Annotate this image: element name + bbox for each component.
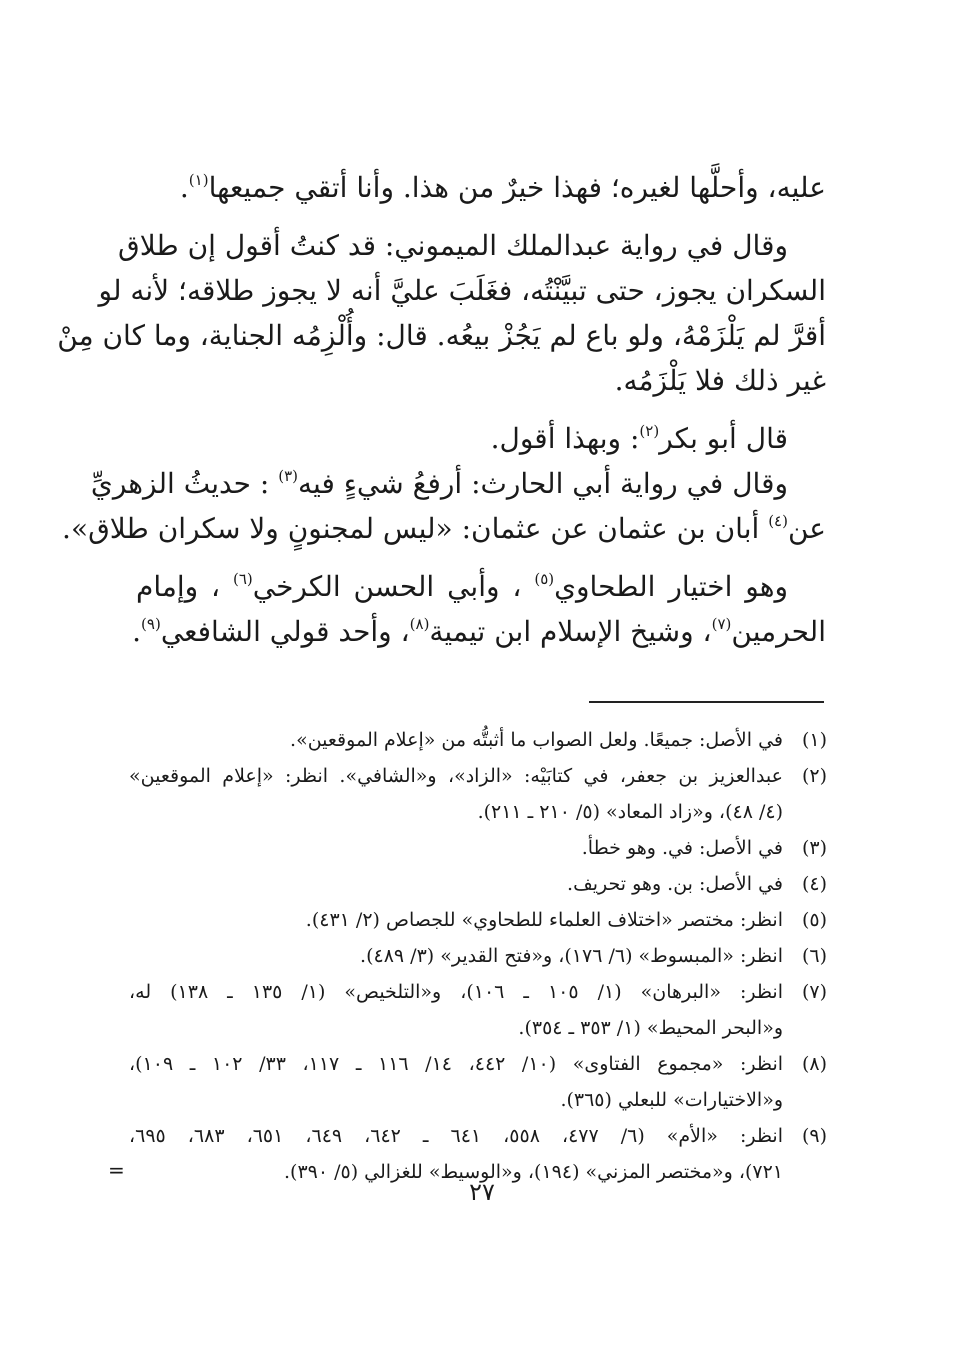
paragraph-5-line-1 — [136, 564, 826, 609]
footnote-line: و«البحر المحيط» (١/ ٣٥٣ ـ ٣٥٤). — [518, 1017, 783, 1039]
footnote-line: انظر: «المبسوط» (٦/ ١٧٦)، و«فتح القدير» (٣/ ٤٨٩). — [360, 945, 783, 967]
paragraph-2-line-2: السكران يجوز، حتى تبيَّنْتُه، فغَلَبَ عليَّ أنه لا يجوز طلاقه؛ لأنه لو — [98, 274, 826, 307]
paragraph-4-line-1 — [90, 461, 826, 506]
text-run: ، وشيخ الإسلام ابن تيمية — [429, 615, 712, 648]
paragraph-4-line-2 — [62, 506, 826, 551]
main-text — [57, 165, 826, 654]
page-number: ٢٧ — [469, 1178, 495, 1206]
paragraph-2-line-1: وقال في رواية عبدالملك الميموني: قد كنتُ أقول إن طلاق — [117, 229, 788, 262]
text-run: ، وإمام — [136, 570, 221, 603]
text-run: عن — [787, 512, 826, 545]
footnote-line: و«الاختيارات» للبعلي (٣٦٥). — [560, 1089, 783, 1111]
paragraph-2-line-4: غير ذلك فلا يَلْزَمُه. — [614, 364, 826, 397]
footnote-8 — [129, 1046, 829, 1118]
footnote-number: (٧) — [801, 981, 827, 1003]
paragraph-2-line-3: أقرَّ لم يَلْزَمْهُ، ولو باع لم يَجُزْ بيعُه. قال: وأُلْزِمُه الجناية، وما كان مِنْ — [57, 319, 826, 352]
footnote-number: (٣) — [801, 837, 827, 859]
footnote-line: انظر: مختصر «اختلاف العلماء للطحاوي» للجصاص (٢/ ٤٣١). — [305, 909, 783, 931]
text-run: وهو اختيار الطحاوي — [554, 570, 788, 603]
footnote-1 — [129, 722, 829, 758]
footnote-5 — [129, 902, 829, 938]
footnote-line: في الأصل: جميعًا. ولعل الصواب ما أثبتُّه من «إعلام الموقعين». — [290, 729, 783, 751]
footnote-ref: (١) — [188, 171, 209, 189]
footnotes — [129, 722, 829, 1190]
text-run: أبان بن عثمان عن عثمان: «ليس لمجنونٍ ولا سكران طلاق». — [62, 512, 769, 545]
text-run: الحرمين — [731, 615, 826, 648]
text-run: قال أبو بكر — [659, 422, 788, 455]
footnote-separator — [589, 701, 824, 703]
footnote-ref: (٩) — [141, 615, 161, 633]
footnote-3 — [129, 830, 829, 866]
footnote-line: انظر: «البرهان» (١/ ١٠٥ ـ ١٠٦)، و«التلخيص» (١/ ١٣٥ ـ ١٣٨) له، — [129, 981, 783, 1003]
footnote-line: عبدالعزيز بن جعفر، في كتابَيْه: «الزاد»، و«الشافي». انظر: «إعلام الموقعين» — [129, 765, 783, 787]
footnote-ref: (٥) — [534, 570, 555, 588]
footnote-number: (٤) — [801, 873, 827, 895]
footnote-ref: (٣) — [278, 467, 299, 485]
text-run: وقال في رواية أبي الحارث: أرفعُ شيءٍ فيه — [298, 467, 788, 500]
footnote-line: انظر: «مجموع الفتاوى» (١٠/ ٤٤٢، ١٤/ ١١٦ ـ ١١٧، ٣٣/ ١٠٢ ـ ١٠٩)، — [129, 1053, 784, 1075]
footnote-number: (٩) — [801, 1125, 827, 1147]
footnote-line: في الأصل: في. وهو خطأ. — [581, 837, 783, 859]
footnote-ref: (٤) — [768, 512, 788, 530]
footnote-number: (٢) — [801, 765, 827, 787]
footnote-7 — [129, 974, 829, 1046]
paragraph-5-line-2 — [132, 609, 826, 654]
footnote-line: ٧٢١)، و«مختصر المزني» (١٩٤)، و«الوسيط» للغزالي (٥/ ٣٩٠). — [283, 1161, 783, 1183]
footnote-2 — [129, 758, 829, 830]
text-run: ، وأبي الحسن الكرخي — [252, 570, 522, 603]
paragraph-1-line-1 — [136, 165, 826, 210]
text-run: عليه، وأحلَّها لغيره؛ فهذا خيرٌ من هذا. وأنا أتقي جميعها — [208, 171, 826, 204]
footnote-line: في الأصل: بن. وهو تحريف. — [567, 873, 783, 895]
footnote-6 — [129, 938, 829, 974]
footnote-ref: (٢) — [639, 422, 660, 440]
footnote-ref: (٧) — [711, 615, 732, 633]
text-run: : حديثُ الزهريِّ — [90, 467, 270, 500]
continuation-mark: = — [108, 1158, 125, 1182]
footnote-line: (٤/ ٤٨)، و«زاد المعاد» (٥/ ٢١٠ ـ ٢١١). — [477, 801, 783, 823]
footnote-ref: (٨) — [409, 615, 430, 633]
text-run: . — [132, 615, 142, 648]
footnote-number: (٥) — [801, 909, 827, 931]
footnote-number: (٨) — [801, 1053, 827, 1075]
text-run: ، وأحد قولي الشافعي — [160, 615, 410, 648]
footnote-line: انظر: «الأم» (٦/ ٤٧٧، ٥٥٨، ٦٤١ ـ ٦٤٢، ٦٤٩، ٦٥١، ٦٨٣، ٦٩٥، — [129, 1125, 783, 1147]
text-run: . — [179, 171, 189, 204]
footnote-4 — [129, 866, 829, 902]
paragraph-3-line-1 — [136, 416, 826, 461]
footnote-number: (٦) — [801, 945, 827, 967]
footnote-number: (١) — [801, 729, 827, 751]
text-run: : وبهذا أقول. — [490, 422, 640, 455]
footnote-ref: (٦) — [232, 570, 253, 588]
